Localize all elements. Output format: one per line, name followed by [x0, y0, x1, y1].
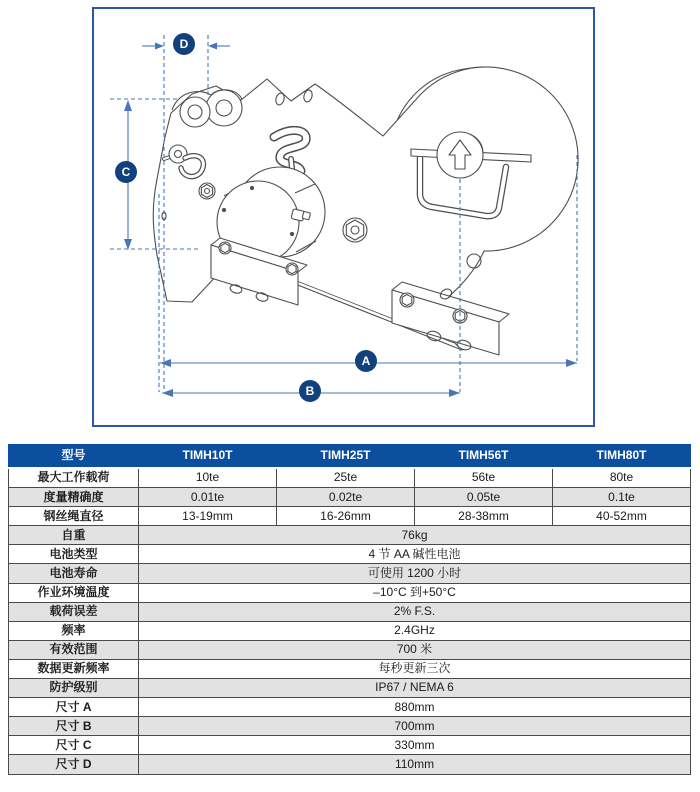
- row-label: 钢丝绳直径: [9, 507, 139, 526]
- cell-value: 2% F.S.: [139, 602, 691, 621]
- table-row: [9, 640, 691, 659]
- row-label: 度量精确度: [9, 488, 139, 507]
- cell-value: 13-19mm: [139, 507, 277, 526]
- row-label: 电池类型: [9, 545, 139, 564]
- row-label: 尺寸 C: [9, 736, 139, 755]
- table-row: [9, 468, 691, 488]
- cell-value: 25te: [277, 468, 415, 488]
- cell-value: 可使用 1200 小时: [139, 564, 691, 583]
- table-row: [9, 717, 691, 736]
- cell-value: 2.4GHz: [139, 621, 691, 640]
- row-label: 数据更新频率: [9, 659, 139, 678]
- table-row: [9, 583, 691, 602]
- cell-value: 10te: [139, 468, 277, 488]
- table-row: [9, 507, 691, 526]
- table-row: [9, 526, 691, 545]
- cell-value: IP67 / NEMA 6: [139, 679, 691, 698]
- row-label: 防护级别: [9, 679, 139, 698]
- cell-value: 16-26mm: [277, 507, 415, 526]
- row-label: 自重: [9, 526, 139, 545]
- table-row: [9, 602, 691, 621]
- cell-value: 0.02te: [277, 488, 415, 507]
- col-header-timh80t: TIMH80T: [553, 445, 691, 469]
- cell-value: 28-38mm: [415, 507, 553, 526]
- row-label: 作业环境温度: [9, 583, 139, 602]
- dim-badge-b: B: [299, 380, 321, 402]
- row-label: 最大工作载荷: [9, 468, 139, 488]
- row-label: 电池寿命: [9, 564, 139, 583]
- cell-value: 56te: [415, 468, 553, 488]
- dim-badge-c: C: [115, 161, 137, 183]
- row-label: 频率: [9, 621, 139, 640]
- table-row: [9, 755, 691, 774]
- hex-bolt: [343, 218, 367, 242]
- cell-value: 0.05te: [415, 488, 553, 507]
- spec-table: [8, 444, 691, 775]
- col-header-timh56t: TIMH56T: [415, 445, 553, 469]
- device-diagram-svg: [94, 9, 593, 425]
- row-label: 尺寸 A: [9, 698, 139, 717]
- cell-value: 80te: [553, 468, 691, 488]
- table-row: [9, 679, 691, 698]
- cell-value: 76kg: [139, 526, 691, 545]
- row-label: 载荷误差: [9, 602, 139, 621]
- cell-value: 700 米: [139, 640, 691, 659]
- cell-value: 4 节 AA 碱性电池: [139, 545, 691, 564]
- table-row: [9, 659, 691, 678]
- cell-value: 880mm: [139, 698, 691, 717]
- cell-value: 40-52mm: [553, 507, 691, 526]
- col-header-timh25t: TIMH25T: [277, 445, 415, 469]
- cell-value: 110mm: [139, 755, 691, 774]
- row-label: 有效范围: [9, 640, 139, 659]
- table-row: [9, 545, 691, 564]
- cell-value: 700mm: [139, 717, 691, 736]
- cell-value: –10°C 到+50°C: [139, 583, 691, 602]
- dim-badge-d: D: [173, 33, 195, 55]
- table-header-row: [9, 445, 691, 469]
- col-header-model: 型号: [9, 445, 139, 469]
- technical-drawing: [92, 7, 595, 427]
- col-header-timh10t: TIMH10T: [139, 445, 277, 469]
- table-row: [9, 564, 691, 583]
- cell-value: 0.1te: [553, 488, 691, 507]
- hex-bolt: [199, 183, 215, 199]
- row-label: 尺寸 D: [9, 755, 139, 774]
- table-row: [9, 736, 691, 755]
- table-row: [9, 488, 691, 507]
- tensiometer-drawing: [153, 67, 578, 355]
- table-row: [9, 621, 691, 640]
- table-row: [9, 698, 691, 717]
- cell-value: 330mm: [139, 736, 691, 755]
- cell-value: 0.01te: [139, 488, 277, 507]
- cell-value: 每秒更新三次: [139, 659, 691, 678]
- dim-badge-a: A: [355, 350, 377, 372]
- row-label: 尺寸 B: [9, 717, 139, 736]
